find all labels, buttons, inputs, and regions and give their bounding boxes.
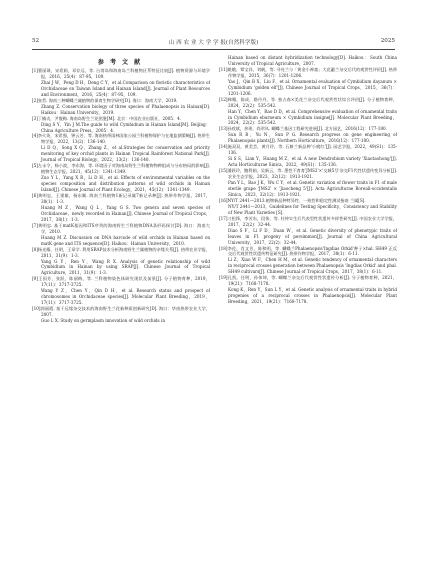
reference-entry: [4]李火英，宋希强，钟云芳，等. 海南热带雨林国家公园兰科植物保护与在地监测策略[J]. 热带生物学报，2022，13(2)：136-140. [32, 133, 210, 145]
journal-title: 山 西 农 业 大 学 学 报(自然科学版) [168, 40, 259, 46]
reference-entry: Yang G Y，Ren Y，Wang R X. Analysis of genetic relationship of wild Cymbidium in Hainan by using SRAP[J]. Chinese Journal of Tropical Agriculture，2011，31(9)：1-3. [41, 258, 210, 276]
reference-entry: Hainan based on distant hybridization technology[D]. Haikou：South China University of Tropical Agriculture，2007. [228, 55, 397, 66]
reference-entry: Huang M Z. Discussion on DNA barcode of wild orchids in Hainan based on matK gene and ITS sequence[D]. Haikou：Hainan University，2010. [41, 234, 210, 246]
reference-entry: Zuo Y L，Yang X B，Li D H，et al. Effects of environmental variables on the species composition and distribution patterns of wild orchids in Hainan Island[J]. Chinese Journal of Plant Ecology，2021，45(12)：1341-1349. [41, 175, 210, 193]
reference-entry: Han Y，Chen Y，Rao D D，et al. Comprehensive evaluation of ornamental traits in Cymbidium eburneum × Cymbidium insigne[J]. Molecular Plant Breeding，2024，22(2)：535-542. [228, 108, 397, 126]
reference-entry: [16]NY/T 2441—2013.植物新品种特异性、一致性和稳定性测试指南 兰属[S]. [219, 197, 366, 203]
reference-entry: [1]曹丽瑛，宋希娟，邓存远，等. 台湾岛和海南岛兰科植物区系特征比较[J]. 植物资源与环境学报，2016，25(4)：87-95，109. [32, 68, 210, 79]
reference-entry: Wang Y Z，Chen Y，Qin D H，et al. Research status and prospect of chromosomes in Orchidaceae species[J]. Molecular Plant Breeding，2019，17(11)：3717-3725. [41, 288, 210, 306]
references-heading: 参 考 文 献 [97, 59, 143, 66]
reference-entry: [17]刁松锋，李芳东，段伟，等. 杜仲实生后代表型性状遗传多样性研究[J]. 中国农业大学学报，2017，22(2)：32-44. [219, 215, 397, 227]
reference-entry: [9]王国芳，张跃，陈丽梅，等. 兰科植物染色体研究现状及前景[J]. 分子植物育种，2019，17(11)：3717-3725. [32, 276, 210, 288]
reference-entry: [2]张哲. 海南三种蝴蝶兰属植物的保育生物学研究[D]. 海口：海南大学，2019. [32, 97, 178, 103]
references-right-column [219, 55, 397, 535]
reference-entry: Si S S，Lian Y，Huang M Z，et al. A new Dendrobium variety 'Xiaotaohong'[J]. Acta Horticulturae Sinica，2022，49(S1)：135-136. [228, 156, 397, 168]
reference-entry: Huang M Z，Wang Q L，Yang G S. Two genera and seven species of Orchidaceae，newly recorded in Hainan[J]. Chinese Journal of Tropical Crops，2017，38(1)：1-3. [41, 204, 210, 222]
reference-entry: Guo L X. Study on germplasm innovation of wild orchids in [41, 318, 165, 324]
reference-entry: Diao S F，Li F D，Duan W，et al. Genetic diversity of phenotypic traits of leaves in F1 progeny of persimmon[J]. Journal of China Agricultural University，2017，22(2)：32-44. [228, 227, 397, 245]
reference-entry: [15]潘跃玲，鲍利娟，吴新云，等. 墨性不育育'JMS2'×'交城5号'杂交F1代性状遗传变异分析[J]. 农业生态学报，2023，32(12)：1913-1921. [219, 168, 397, 180]
publication-year: 2025 [380, 38, 395, 44]
reference-entry: Li Z，Xiao W F，Chen H M，et al. Genetic tendency of ornamental characters in reciprocal crosses generation between Phalaenopsis 'Ingdias Orkid' and phal. SH49 cultivars[J]. Chinese Journal of Tropical Crops，2017，38(1)：6-11. [228, 257, 397, 275]
reference-entry: [19]孔凯，任明，孙伟坤，等. 蝴蝶兰杂交后代观赏性状遗传分析[J]. 分子植物育种，2021，19(21)：7168-7178. [219, 275, 397, 287]
reference-entry: [3]丁楠贞，尹俊梅. 海南岛野生兰花图鉴[M]. 北京：中国农业出版社，2005：4. [32, 115, 182, 121]
references-left-column [32, 68, 210, 535]
reference-entry: [5]左永令，杨小波，李东海，等. 环境因子对海南岛野生兰科植物物种组成与分布格局的影响[J]. 植物生态学报，2021，45(12)：1341-1349. [32, 163, 210, 175]
reference-entry: Ding S Y，Yin J M.The guide to wild Cymbidium in Hainan Island[M]. Beijing：China Agriculture Press，2005：4. [41, 121, 210, 133]
reference-entry: [8]杨光耀，任明，王章学. 利用SRAP技术分析海南野生兰属植物的亲缘关系[J]. 热带农业学报，2011，31(9)：1-3. [32, 246, 210, 258]
reference-entry: Sun R B，Yu N，Sun P G. Research progress on gene engineering of Phalaenopsis plants[J]. Northern Horticulture，2016(12)：177-180. [228, 132, 397, 144]
reference-entry: Kong K，Ren Y，Sun L Y，et al. Genetic analysis of ornamental traits in hybrid progenies of a reciprocal crosses in Phalaenopsis[J]. Molecular Plant Breeding，2021，19(21)：7168-7178. [228, 287, 397, 305]
reference-entry: Zhang Z. Conservation biology of three species of Phalaenopsis in Hainan[D]. Haikou：Hainan University，2019. [41, 103, 210, 115]
reference-entry: [12]韩娜，陈成，路丹丹，等. 独占春×美花兰杂交后代观赏性状综合评价[J]. 分子植物育种，2024，22(2)：535-542. [219, 96, 397, 108]
reference-entry: Zhai J W，Peng D H，Deng C Y，et al.Comparison on floristic characteristics of Orchidaceae on Taiwan Island and Hainan Island[J]. Journal of Plant Resources and Environment，2016，25(4)：87-95，109. [41, 79, 210, 97]
reference-entry: [18]李佐，肖文芳，陈和明，等. 蝴蝶兰Phalaenopsis'Ingdias Orkid'种子×hal. SH49 正反交后代观赏性状遗传特征研究[J]. 热带作物学报，2017，38(1)：6-11. [219, 245, 397, 257]
reference-entry: [14]施双双，黄美芸，黄月玲，等. 石斛兰新品种'小桃红'[J]. 园艺学报，2022，49(S1)：135-136. [219, 144, 397, 156]
reference-entry: NY/T 2441—2013，Guidelines for Testing Specificity，Consistency and Stability of New Plant Varieties [S]. [228, 203, 397, 215]
page-number: 52 [32, 38, 40, 44]
reference-entry: [13]孙欣斌，余瑶，尚翠凤. 蝴蝶兰基因工程研究进展[J]. 北方园艺，2016(12)：177-180. [219, 126, 388, 132]
reference-entry: [10]郭丽霞. 基于远缘杂交技术的海南野生兰花新种质创新研究[D]. 海口：华南热带农业大学，2007. [32, 306, 210, 318]
reference-entry: [11]姚娥，覃宝祥，刘帆，等. 寻亮兰与「黄金小神童」大花蕙兰杂交后代的观赏性评价[J]. 热带作物学报，2015，36(7)：1201-1206. [219, 66, 397, 78]
header-rule [32, 49, 395, 50]
reference-entry: Li D Q，Song X Q，Zhang Z，et al.Strategies for conservation and priority monitoring of key orchid plants in Hainan Tropical Rainforest National Park[J]. Journal of Tropical Biology，2022，13(2)：136-140. [41, 145, 210, 163]
reference-entry: Yao J，Qin B X，Liu F，et al. Ornamental evaluation of Cymbidium dayanum × Cymbidium 'golden elf'[J]. Chinese Journal of Tropical Crops，2015，36(7)：1201-1206. [228, 78, 397, 96]
reference-entry: [7]黄明忠. 基于matK基因和ITS序列的海南野生兰科植物DNA条形码探讨[D]. 海口：海南大学，2010. [32, 222, 210, 234]
reference-entry: [6]黄明忠，王建雄，杨东顺. 海南兰科植物1新记录属7新记录种[J]. 热带作物学报，2017，38(1)：1-3. [32, 193, 210, 204]
reference-entry: Pan Y L，Bao J K，Wu C Y，et al. Genetic variation of flower traits in F1 of male sterile grape 'JMS2' × 'Jiaocheng 5'[J]. Acta Agriculturae Boreali-occidentalis Sinica，2023，32(12)：1913-1921. [228, 180, 397, 197]
